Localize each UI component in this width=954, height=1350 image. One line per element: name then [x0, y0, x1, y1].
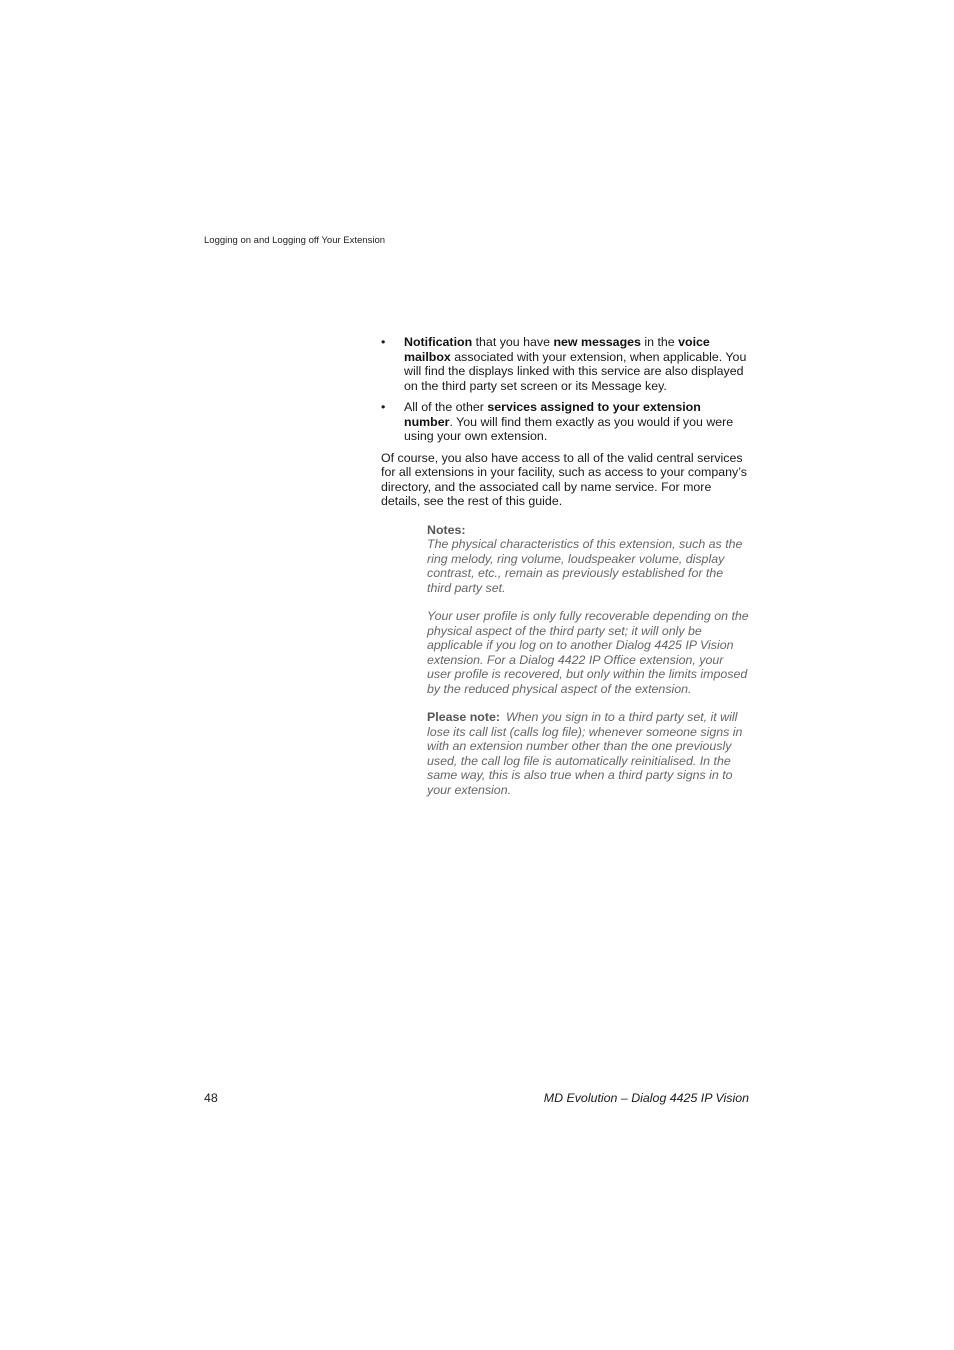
text-run: in the: [640, 335, 679, 349]
bullet-mark: •: [381, 335, 386, 349]
bullet-item-notification: [381, 335, 749, 393]
note-paragraph: Your user profile is only fully recoverable depending on the physical aspect of the third party set; it will only be applicable if you log on to another Dialog 4425 IP Vision extension. For a Dialog 4422 IP Office extension, your user profile is recovered, but only within the limits imposed by the reduced physical aspect of the extension.: [427, 609, 749, 696]
please-note-text: When you sign in to a third party set, it will lose its call list (calls log file); whenever someone signs in with an extension number other than the one previously used, the call log file is automatically reinitialised. In the same way, this is also true when a third party signs in to your extension.: [427, 710, 743, 797]
bullet-text: [404, 400, 733, 443]
text-run: that you have: [472, 335, 554, 349]
bold-term: services assigned to your extension number: [404, 400, 701, 429]
document-title: MD Evolution – Dialog 4425 IP Vision: [543, 1091, 749, 1105]
bullet-mark: •: [381, 400, 386, 414]
please-note-label: Please note:: [427, 710, 500, 724]
note-paragraph: The physical characteristics of this extension, such as the ring melody, ring volume, loudspeaker volume, display contrast, etc., remain as previously established for the third party set.: [427, 537, 743, 595]
please-note: [427, 710, 749, 797]
bullet-text: [404, 335, 746, 393]
notes-block: [427, 523, 749, 798]
body-paragraph: Of course, you also have access to all of the valid central services for all extensions in your facility, such as access to your company’s directory, and the associated call by name service. For more details, see the rest of this guide.: [381, 450, 747, 508]
running-header: Logging on and Logging off Your Extension: [204, 235, 386, 246]
bullet-item-services: [381, 400, 749, 444]
bullet-list: [381, 335, 749, 444]
text-run: . You will find them exactly as you would if you were using your own extension.: [404, 414, 734, 443]
bold-term: Notification: [404, 335, 473, 349]
text-run: associated with your extension, when applicable. You will find the displays linked with this service are also displayed on the third party set screen or its Message key.: [404, 349, 747, 393]
bold-term: voice mailbox: [404, 335, 710, 364]
notes-title: Notes:: [427, 522, 466, 537]
main-content: [381, 335, 749, 797]
page-number: 48: [204, 1091, 218, 1105]
bold-term: new messages: [553, 335, 641, 349]
text-run: All of the other: [404, 400, 488, 414]
